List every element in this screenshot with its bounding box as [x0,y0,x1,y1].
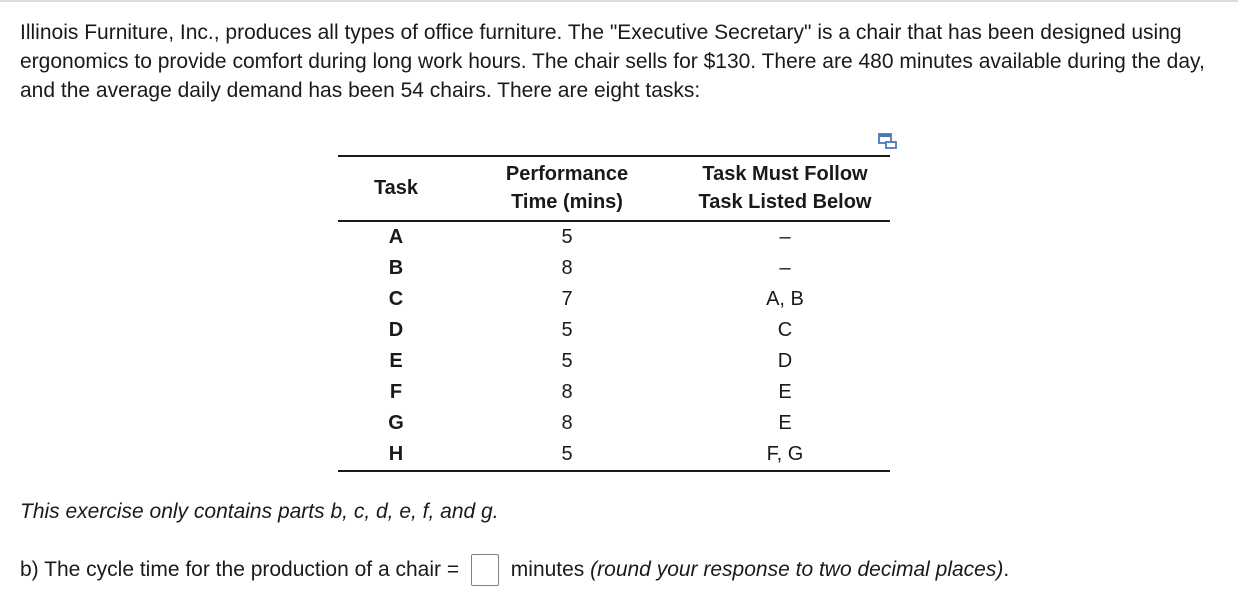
header-predecessor [680,156,890,221]
task-cell: F [389,381,403,403]
header-performance-line2: Time (mins) [511,191,623,213]
table-row [338,253,890,284]
task-precedence-table [338,155,890,472]
predecessor-cell: E [778,381,792,403]
question-b [20,554,1009,586]
table-row [338,221,890,253]
question-hint: (round your response to two decimal places) [590,558,1004,581]
task-cell: G [388,412,404,434]
time-cell: 5 [561,350,573,372]
question-unit: minutes [510,558,585,581]
header-performance-line1: Performance [505,163,629,185]
time-cell: 5 [561,226,573,248]
question-prefix: b) The cycle time for the production of a chair = [20,558,460,581]
cycle-time-answer-input[interactable] [471,554,499,586]
time-cell: 5 [561,319,573,341]
table-row [338,315,890,346]
time-cell: 8 [561,381,573,403]
header-follow-line1: Task Must Follow [702,163,868,185]
table-row [338,408,890,439]
task-cell: E [389,350,403,372]
table-row [338,284,890,315]
task-cell: C [388,288,404,310]
task-cell: D [388,319,404,341]
predecessor-cell: C [777,319,793,341]
header-task: Task [338,156,454,221]
table-row [338,377,890,408]
task-cell: H [388,443,404,465]
time-cell: 5 [561,443,573,465]
exercise-note: This exercise only contains parts b, c, d, e, f, and g. [20,500,499,523]
table-row [338,346,890,377]
predecessor-cell: – [779,226,791,248]
predecessor-cell: – [779,257,791,279]
copy-table-icon[interactable] [877,132,899,150]
time-cell: 8 [561,257,573,279]
predecessor-cell: A, B [766,288,804,310]
top-divider [0,0,1238,2]
task-cell: B [388,257,404,279]
predecessor-cell: F, G [766,443,804,465]
time-cell: 8 [561,412,573,434]
header-performance-time [454,156,680,221]
predecessor-cell: E [778,412,792,434]
question-end: . [1003,558,1010,581]
header-follow-line2: Task Listed Below [698,191,872,213]
time-cell: 7 [561,288,573,310]
problem-statement: Illinois Furniture, Inc., produces all types of office furniture. The "Executive Secretary" is a chair that has been designed using ergonomics to provide comfort during long work hours. The chair sells for $130. There are 480 minutes available during the day, and the average daily demand has been 54 chairs. There are eight tasks: [20,21,1205,102]
table-header-row [338,156,890,221]
predecessor-cell: D [777,350,793,372]
table-row [338,439,890,471]
task-cell: A [388,226,404,248]
